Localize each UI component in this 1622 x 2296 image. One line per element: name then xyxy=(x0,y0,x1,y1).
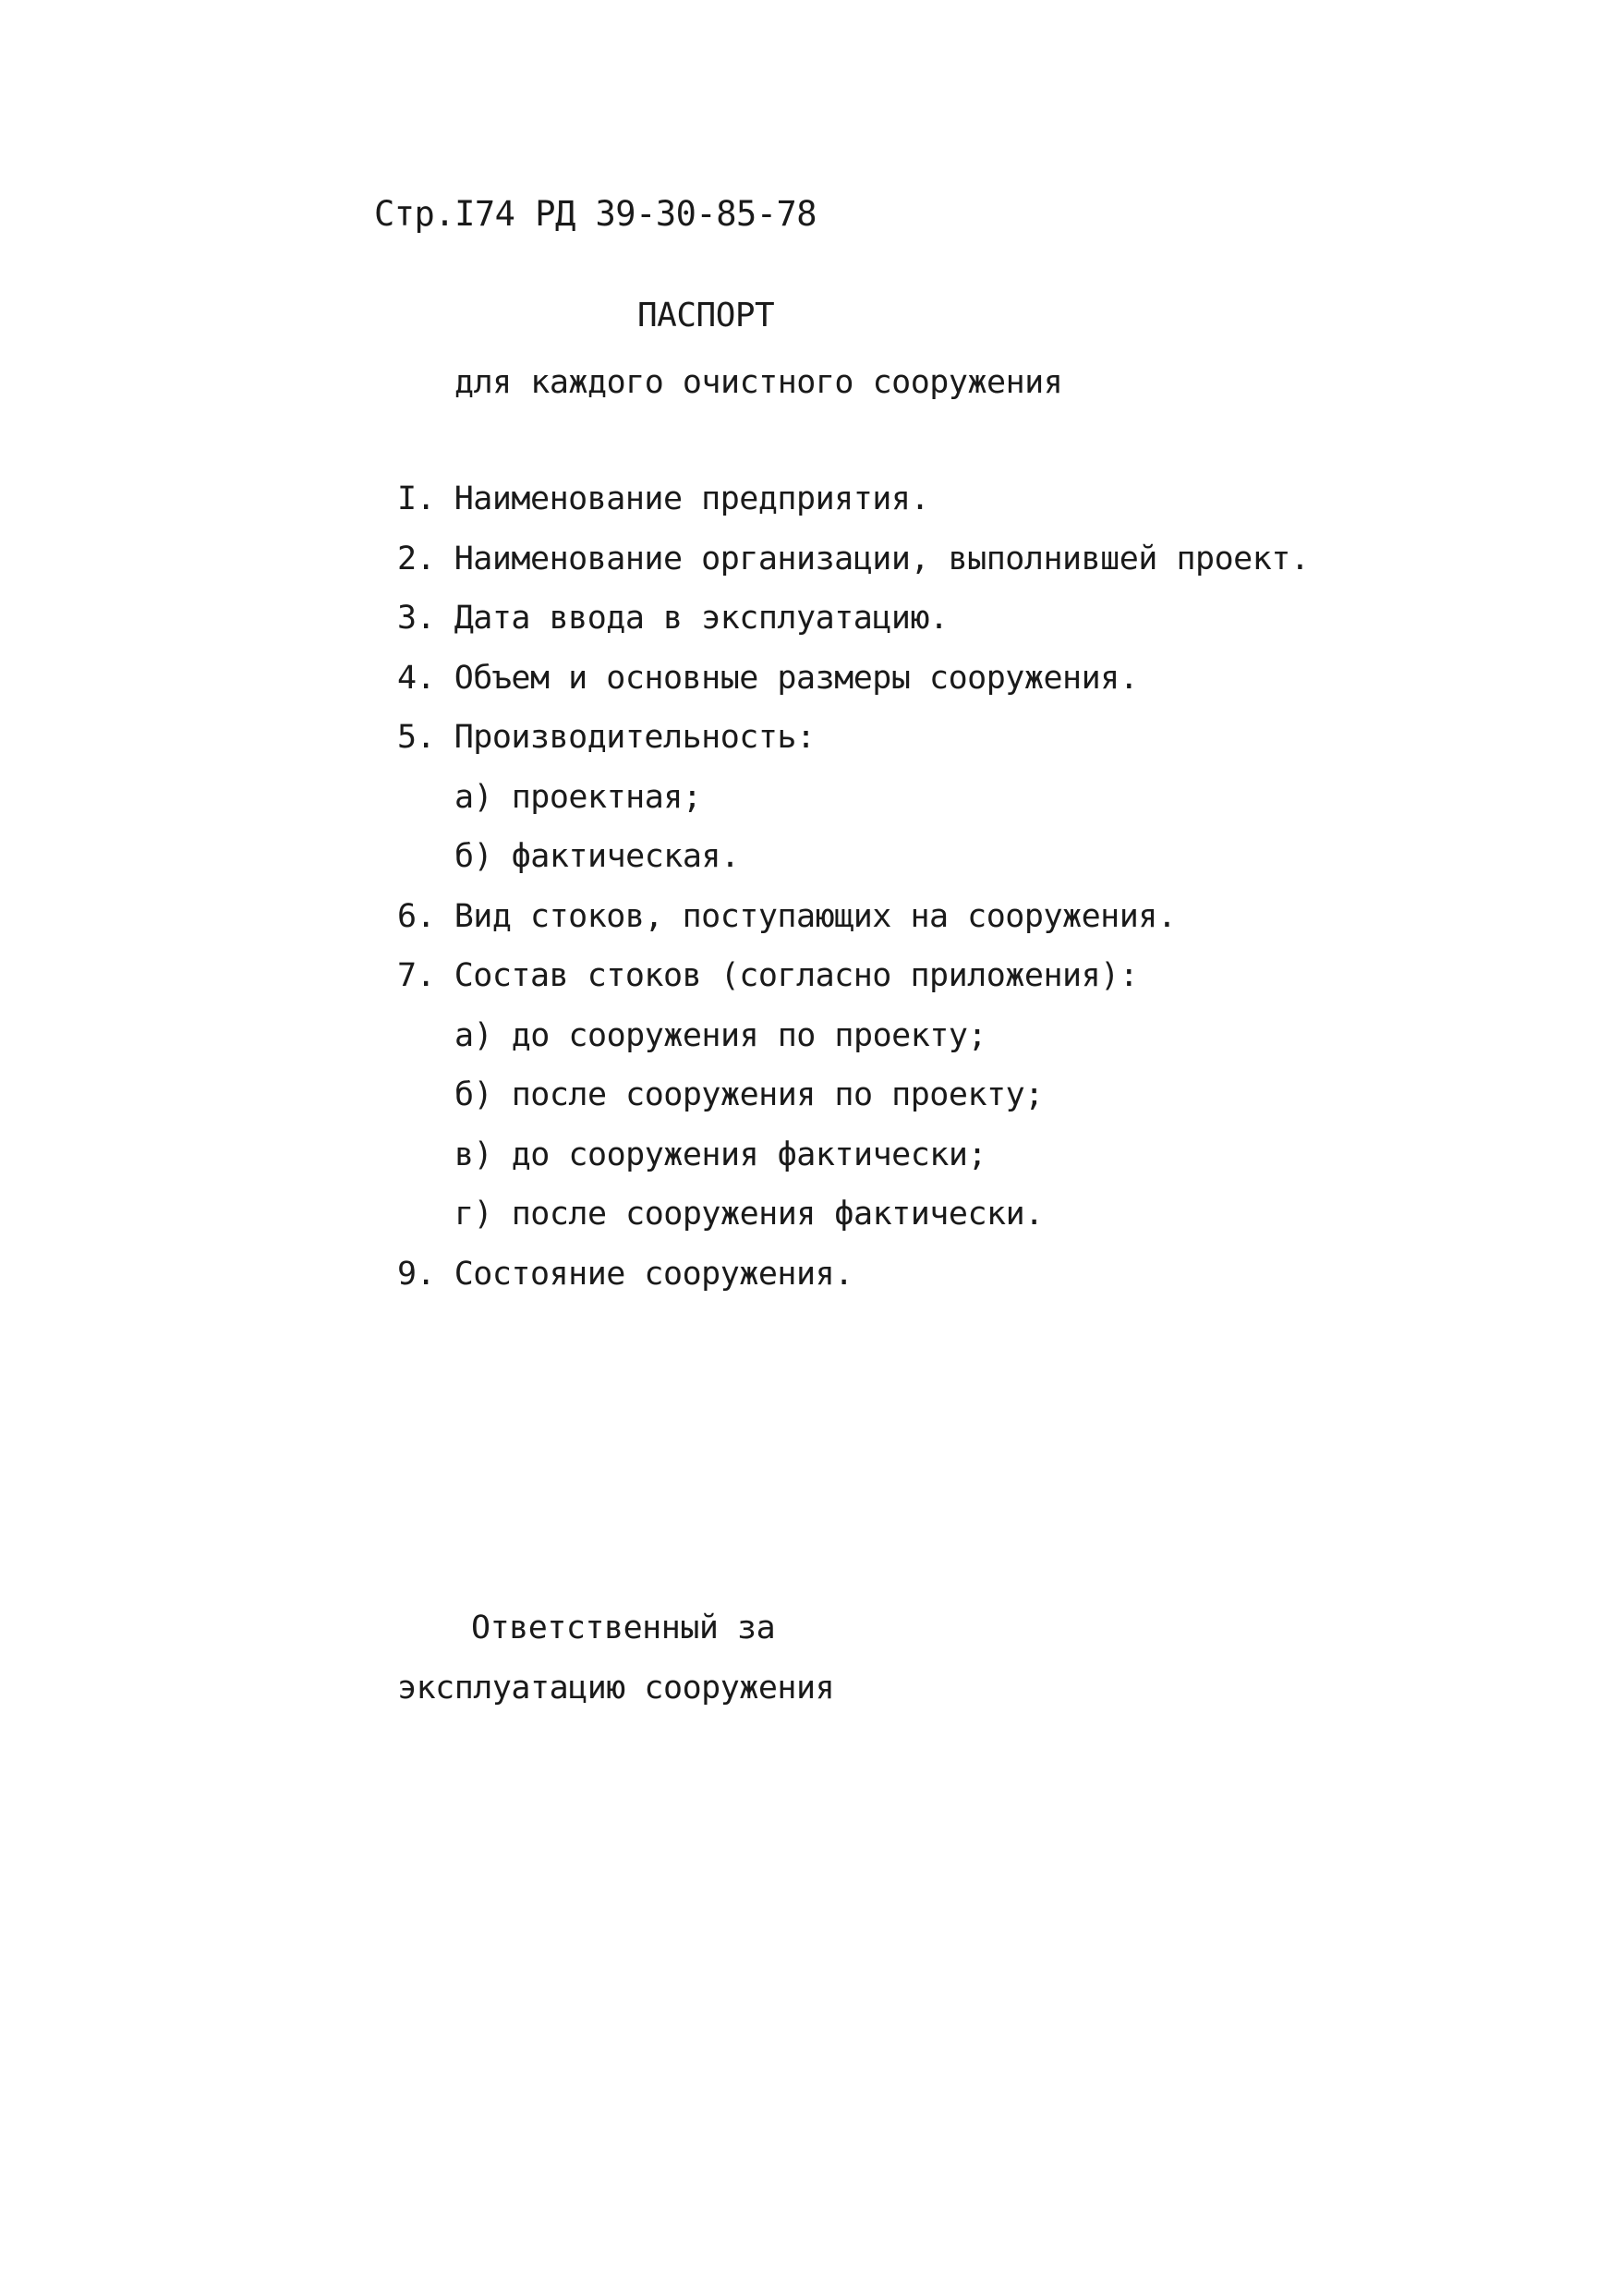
list-item: 4. Объем и основные размеры сооружения. xyxy=(397,660,1139,697)
page-header: Стр.I74 РД 39-30-85-78 xyxy=(374,194,817,234)
list-subitem: б) фактическая. xyxy=(454,838,740,875)
document-subtitle: для каждого очистного сооружения xyxy=(454,364,1063,401)
list-subitem: а) до сооружения по проекту; xyxy=(454,1017,987,1054)
list-subitem: а) проектная; xyxy=(454,779,702,816)
list-item: 7. Состав стоков (согласно приложения): xyxy=(397,957,1139,994)
list-item: 5. Производительность: xyxy=(397,719,816,756)
list-item: 3. Дата ввода в эксплуатацию. xyxy=(397,600,949,637)
list-item: 2. Наименование организации, выполнившей проект. xyxy=(397,541,1310,577)
list-item: I. Наименование предприятия. xyxy=(397,480,930,517)
document-title: ПАСПОРТ xyxy=(637,297,775,334)
list-item: 6. Вид стоков, поступающих на сооружения. xyxy=(397,898,1177,935)
signature-label-line1: Ответственный за xyxy=(471,1610,776,1646)
list-subitem: б) после сооружения по проекту; xyxy=(454,1076,1044,1113)
list-subitem: г) после сооружения фактически. xyxy=(454,1196,1044,1233)
signature-label-line2: эксплуатацию сооружения xyxy=(397,1670,835,1707)
list-item: 9. Состояние сооружения. xyxy=(397,1256,853,1293)
list-subitem: в) до сооружения фактически; xyxy=(454,1136,987,1173)
